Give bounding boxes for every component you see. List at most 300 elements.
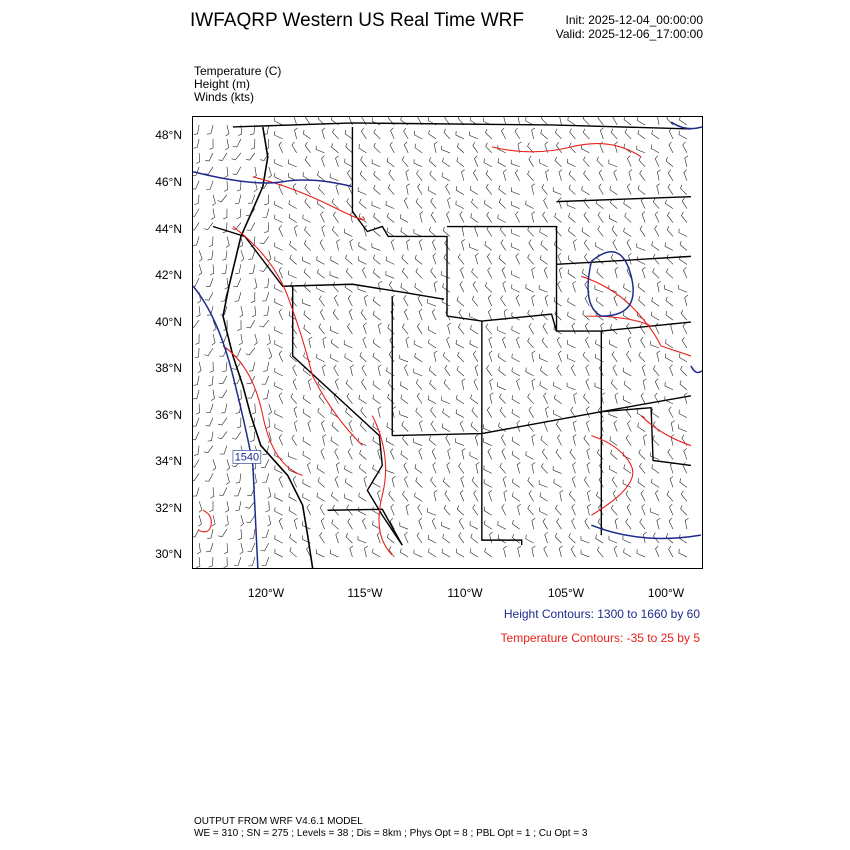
wind-barb [652,130,659,139]
wind-barb [249,362,255,371]
wind-barb [651,479,659,488]
wind-barb [275,493,283,501]
wind-barb [212,334,215,345]
wind-barb [373,465,381,474]
wind-barb [532,128,535,139]
wind-barb [626,491,631,502]
wind-barb [461,170,464,181]
wind-barb [541,436,548,446]
wind-barb [308,379,311,390]
wind-barb [192,223,199,230]
wind-barb [442,146,450,153]
wind-barb [345,478,352,487]
wind-barb [290,534,297,543]
wind-barb [651,341,659,348]
lat-label: 32°N [155,501,182,515]
wind-barb [388,184,394,194]
wind-barb [488,309,491,320]
wind-barb [225,139,228,150]
wind-barb [490,393,493,404]
wind-barb [597,449,603,459]
wind-barb [387,158,394,167]
wind-barb [470,243,478,250]
wind-barb [557,337,561,348]
wind-barb [587,448,590,459]
wind-barb [321,212,325,223]
wind-barb [653,198,659,208]
wind-barb [503,476,506,487]
wind-barb [581,550,589,557]
wind-barb [554,395,561,404]
wind-barb [553,187,561,194]
wind-barb [584,477,589,488]
footer-model: OUTPUT FROM WRF V4.6.1 MODEL [194,816,363,827]
wind-barb [559,546,562,557]
wind-barb [320,309,324,320]
wind-barb [586,407,589,418]
wind-barb [208,376,213,386]
wind-barb [294,421,297,432]
wind-barb [377,490,380,501]
wind-barb [192,320,199,327]
wind-barb [609,160,617,167]
wind-barb [320,532,325,543]
wind-barb [568,298,576,306]
wind-barb [598,226,604,236]
wind-barb [500,226,505,237]
wind-barb [443,478,450,488]
wind-barb [358,536,366,543]
wind-barb [414,340,422,348]
wind-barb [372,159,380,166]
wind-barb [335,156,338,167]
wind-barb [363,337,366,348]
wind-barb [679,534,687,543]
wind-barb [500,394,506,404]
wind-barb [434,281,437,292]
wind-barb [540,381,548,389]
wind-barb [318,408,325,418]
wind-barb [526,451,534,459]
wind-barb [544,267,547,278]
wind-barb [532,379,535,390]
wind-barb [275,382,283,390]
wind-barb [598,212,603,223]
wind-barb [448,448,451,459]
wind-barb [307,462,310,473]
wind-barb [532,546,535,557]
wind-barb [194,446,199,456]
wind-barb [625,213,631,223]
wind-barb [236,209,241,219]
wind-barb [289,507,297,516]
wind-barb [473,351,478,362]
wind-barb [486,143,492,153]
wind-barb [205,418,213,426]
wind-barb [683,142,687,153]
wind-barb [197,306,200,317]
wind-barb [206,278,213,286]
wind-barb [458,324,464,334]
wind-barb [237,181,241,191]
wind-barb [485,129,491,139]
wind-barb [199,264,202,275]
wind-barb [358,507,366,515]
wind-barb [544,546,548,557]
wind-barb [512,243,520,251]
wind-barb [569,171,575,181]
wind-barb [431,477,436,487]
lon-label: 100°W [647,586,685,600]
wind-barb [502,449,506,460]
wind-barb [275,340,283,348]
wind-barb [667,254,673,264]
wind-barb [330,271,338,278]
wind-barb [415,493,423,502]
wind-barb [415,255,422,264]
wind-barb [528,310,534,320]
wind-barb [433,253,436,264]
wind-barb [316,146,324,153]
wind-barb [587,462,590,473]
wind-barb [416,477,422,487]
wind-barb [279,142,283,153]
wind-barb [418,295,422,306]
wind-barb [268,404,271,415]
wind-barb [226,473,229,484]
wind-barb [583,352,589,362]
wind-barb [254,334,257,345]
wind-barb [555,213,562,223]
wind-barb [586,421,589,432]
wind-barb [236,473,241,483]
wind-barb [458,254,464,264]
wind-barb [512,271,520,279]
wind-barb [419,421,422,432]
wind-barb [226,236,229,247]
wind-barb [210,362,214,372]
wind-barb [291,393,297,403]
wind-barb [490,379,493,390]
wind-barb [378,323,381,334]
wind-barb [529,240,534,251]
wind-barb [240,306,243,317]
wind-barb [431,198,436,209]
init-time: Init: 2025-12-04_00:00:00 [565,13,703,27]
wind-barb [641,198,645,209]
wind-barb [596,297,603,306]
wind-barb [567,201,575,208]
wind-barb [246,515,255,523]
wind-barb [402,422,408,432]
wind-barb [319,324,325,334]
wind-barb [224,167,228,178]
wind-barb [684,448,687,459]
wind-barb [679,131,687,139]
wind-barb [623,368,631,376]
wind-barb [192,432,199,440]
wind-barb [404,463,408,474]
wind-barb [253,167,256,178]
wind-barb [363,323,366,334]
wind-barb [419,239,422,250]
wind-barb [532,212,535,223]
wind-barb [204,167,213,175]
wind-barb [386,256,394,264]
wind-barb [275,117,283,125]
wind-barb [473,170,477,181]
temperature-contours [198,144,691,556]
wind-barb [657,351,660,362]
wind-barb [472,477,478,487]
wind-barb [553,466,561,473]
wind-barb [206,543,213,552]
wind-barb [419,309,422,320]
wind-barb [303,479,311,487]
wind-barb [666,157,673,167]
wind-barb [204,348,213,356]
wind-barb [359,144,367,153]
wind-barb [442,549,450,557]
wind-barb [263,209,269,218]
wind-barb [613,116,617,125]
wind-barb [429,436,436,446]
wind-barb [476,462,479,473]
wind-barb [275,410,283,418]
wind-barb [541,463,547,473]
wind-barb [212,515,215,526]
wind-barb [429,157,436,167]
wind-barb [308,421,311,432]
svg-text:1540: 1540 [234,451,260,464]
wind-barb [638,185,645,194]
wind-barb [457,505,464,515]
wind-barb [490,532,493,543]
wind-barb [213,459,216,470]
wind-barb [290,282,296,292]
wind-barb [470,452,478,460]
wind-barb [402,254,408,264]
wind-barb [666,297,673,306]
wind-barb [334,365,339,376]
wind-barb [275,215,283,223]
wind-barb [623,396,631,404]
wind-barb [567,340,575,348]
wind-barb [587,504,590,515]
wind-barb [657,281,660,292]
wind-barb [512,520,519,529]
wind-barb [639,296,646,306]
wind-barb [511,187,519,194]
wind-barb [418,184,423,195]
wind-barb [641,490,645,501]
wind-barb [218,153,227,161]
wind-barb [485,282,491,292]
wind-barb [526,201,534,209]
wind-barb [332,492,339,501]
wind-barb [582,228,589,237]
wind-barb [624,200,631,209]
wind-barb [539,354,547,362]
wind-barb [226,125,229,136]
wind-barb [346,255,353,264]
wind-barb [614,170,617,181]
wind-barb [517,379,520,390]
wind-barb [193,139,199,148]
wind-barb [223,209,227,219]
wind-barb [643,379,646,390]
wind-barb [584,198,589,208]
wind-barb [573,281,576,292]
wind-barb [416,408,422,418]
wind-barb [609,465,617,473]
wind-barb [627,351,632,362]
wind-barb [317,464,324,473]
wind-barb [414,438,422,445]
wind-barb [532,462,535,473]
wind-barb [361,407,367,417]
wind-barb [316,549,324,557]
wind-barb [304,282,311,292]
wind-barb [612,351,617,362]
wind-barb [484,479,492,487]
wind-barb [447,211,450,222]
wind-barb [639,450,645,460]
wind-barb [224,543,228,554]
wind-barb [246,320,254,328]
wind-barb [502,504,506,515]
wind-barb [447,462,450,473]
wind-barb [652,464,659,473]
wind-barb [364,476,367,487]
wind-barb [373,339,380,348]
wind-barb [415,464,422,473]
wind-barb [671,435,674,446]
wind-barb [195,334,199,344]
wind-barb [666,200,673,209]
wind-barb [289,200,297,208]
wind-barb [264,306,269,316]
wind-barb [360,171,366,181]
wind-barb [623,536,631,543]
wind-barb [390,449,394,460]
wind-barb [198,362,201,373]
wind-barb [500,407,506,417]
wind-barb [526,368,534,376]
wind-barb [359,242,367,250]
wind-barb [429,227,436,237]
wind-barb [264,223,269,233]
wind-barb [526,117,534,125]
wind-barb [331,354,339,362]
wind-barb [268,167,271,178]
wind-barb [595,383,603,390]
wind-barb [571,546,575,557]
wind-barb [554,297,561,306]
wind-barb [487,212,492,223]
wind-barb [665,339,673,348]
wind-barb [429,366,436,376]
wind-barb [204,446,213,453]
wind-barb [503,281,506,292]
wind-barb [526,284,534,292]
wind-barb [264,278,269,288]
wind-barb [679,410,687,418]
wind-barb [359,493,367,502]
wind-barb [379,281,382,292]
wind-barb [596,492,603,501]
wind-barb [545,295,548,306]
wind-barb [194,125,199,135]
wind-barb [196,153,200,164]
wind-barb [512,409,520,418]
wind-barb [406,337,409,348]
wind-barb [532,435,535,446]
wind-barb [595,285,603,292]
wind-barb [192,167,199,176]
wind-barb [681,491,687,501]
wind-barb [192,473,199,480]
wind-barb [627,504,631,515]
wind-barb [628,156,632,167]
wind-barb [528,171,534,181]
wind-barb [456,186,464,194]
wind-barb [668,184,673,195]
wind-barb [569,185,575,195]
wind-barb [262,557,269,566]
wind-barb [513,534,520,543]
wind-barb [559,267,562,278]
wind-barb [613,240,617,251]
wind-barb [317,354,325,362]
wind-barb [626,519,631,530]
wind-barb [679,549,687,557]
wind-barb [262,292,269,301]
wind-barb [443,409,450,418]
wind-barb [572,323,575,334]
wind-barb [614,546,617,557]
wind-barb [583,310,590,320]
wind-barb [458,352,464,362]
wind-barb [293,365,297,376]
wind-barb [447,337,450,348]
wind-barb [628,421,632,432]
wind-barb [583,129,589,139]
wind-barb [595,242,603,250]
wind-barb [472,268,478,278]
wind-barb [528,338,534,348]
wind-barb [401,548,409,557]
wind-barb [323,435,326,446]
wind-barb [637,243,645,250]
wind-barb [665,285,673,292]
wind-barb [444,129,450,139]
wind-barb [346,268,352,278]
wind-barb [611,380,617,390]
wind-barb [442,396,450,403]
wind-barb [556,449,561,459]
wind-barb [428,548,436,557]
wind-barb [221,404,227,413]
wind-barb [304,268,310,278]
wind-barb [402,156,408,166]
wind-barb [373,269,380,278]
wind-barb [417,170,423,180]
wind-barb [665,353,673,361]
wind-barb [529,490,534,501]
wind-barb [430,171,436,181]
wind-barb [373,353,380,362]
